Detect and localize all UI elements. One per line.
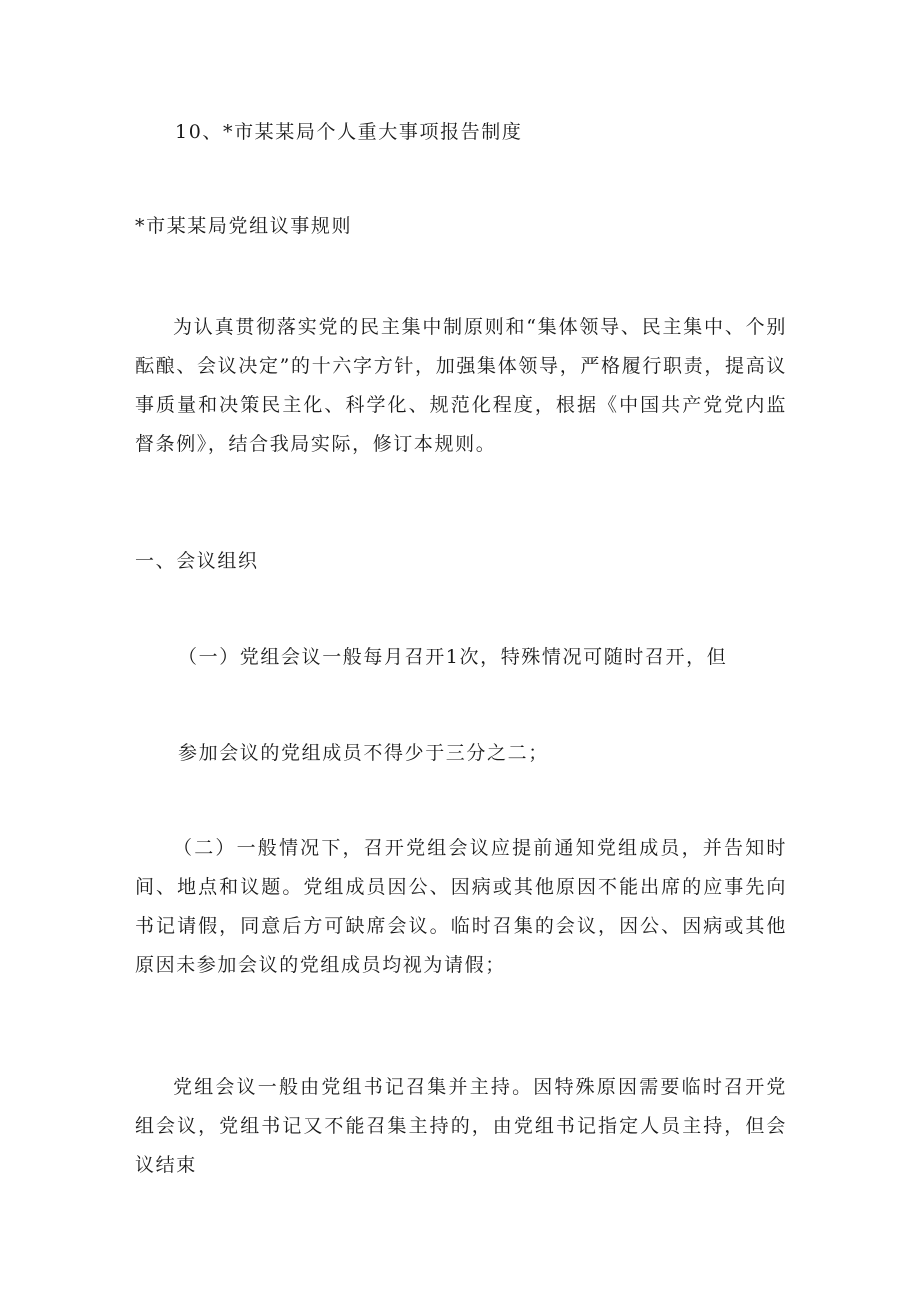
- heading-item: 10、*市某某局个人重大事项报告制度: [175, 121, 523, 143]
- item-1-line-1: （一）党组会议一般每月召开1次，特殊情况可随时召开，但: [178, 646, 728, 668]
- section-1-title: 一、会议组织: [135, 550, 259, 572]
- rule-title: *市某某局党组议事规则: [135, 215, 353, 237]
- item-2-paragraph: （二）一般情况下，召开党组会议应提前通知党组成员，并告知时间、地点和议题。党组成员因公、因病或其他原因不能出席的应事先向书记请假，同意后方可缺席会议。临时召集的会议，因公、因病或其他原因未参加会议的党组成员均视为请假；: [135, 837, 787, 976]
- item-1-line-2: 参加会议的党组成员不得少于三分之二；: [178, 742, 549, 764]
- preamble-paragraph: 为认真贯彻落实党的民主集中制原则和“集体领导、民主集中、个别酝酿、会议决定”的十六字方针，加强集体领导，严格履行职责，提高议事质量和决策民主化、科学化、规范化程度，根据《中国共产党党内监督条例》，结合我局实际，修订本规则。: [135, 316, 787, 455]
- item-3-paragraph: 党组会议一般由党组书记召集并主持。因特殊原因需要临时召开党组会议，党组书记又不能召集主持的，由党组书记指定人员主持，但会议结束: [135, 1076, 787, 1176]
